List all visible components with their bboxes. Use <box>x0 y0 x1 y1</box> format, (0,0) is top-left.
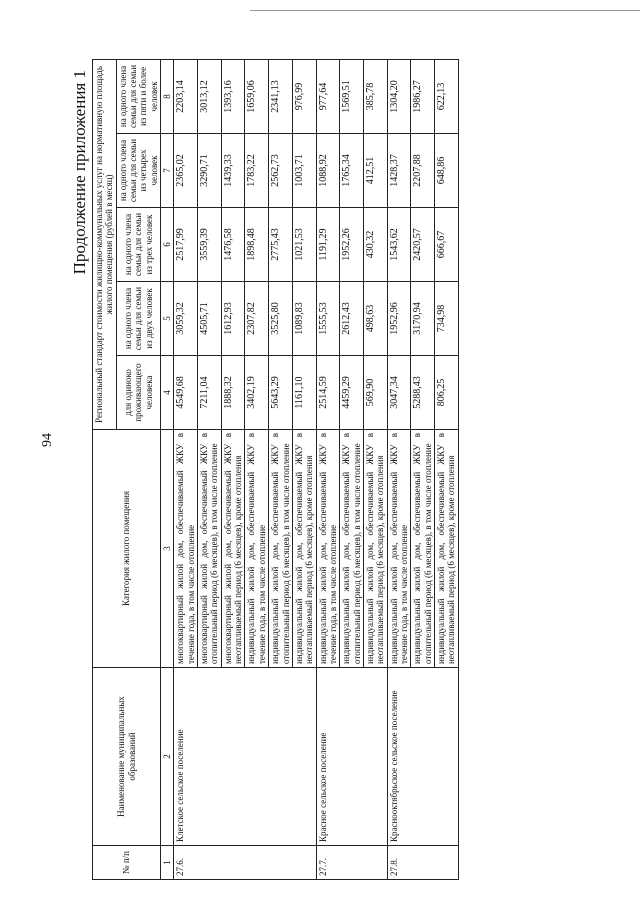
column-index: 7 <box>161 134 174 208</box>
cost-value: 648,86 <box>434 134 458 208</box>
header-sub-5: на одного члена семьи для семьи из пяти и более человек <box>116 59 160 133</box>
section-number: 27.6. <box>174 846 316 880</box>
table-row <box>387 59 411 879</box>
appendix-note: Продолжение приложения 1 <box>70 70 89 275</box>
table-row <box>316 59 340 879</box>
table-row <box>174 59 198 879</box>
cost-value: 1161,10 <box>292 356 316 430</box>
cost-value: 385,78 <box>363 59 387 133</box>
housing-category: индивидуальный жилой дом, обеспечиваемый ЖКУ в течение года, в том числе отопление <box>387 430 411 668</box>
housing-category: индивидуальный жилой дом, обеспечиваемый ЖКУ в неотапливаемый период (6 месяцев), кроме отопления <box>434 430 458 668</box>
cost-value: 498,63 <box>363 282 387 356</box>
cost-value: 2341,13 <box>269 59 293 133</box>
cost-value: 3559,39 <box>198 208 222 282</box>
cost-value: 569,90 <box>363 356 387 430</box>
cost-value: 3059,32 <box>174 282 198 356</box>
cost-value: 5288,43 <box>411 356 435 430</box>
cost-value: 1888,32 <box>221 356 245 430</box>
cost-value: 4549,68 <box>174 356 198 430</box>
cost-value: 2775,43 <box>269 208 293 282</box>
housing-category: индивидуальный жилой дом, обеспечиваемый ЖКУ в отопительный период (6 месяцев), в том числе отопление <box>411 430 435 668</box>
cost-value: 1088,92 <box>316 134 340 208</box>
cost-value: 1003,71 <box>292 134 316 208</box>
header-standard: Региональный стандарт стоимости жилищно-коммунальных услуг на нормативную площадь жилого помещения (рублей в месяц) <box>93 59 117 429</box>
cost-value: 976,99 <box>292 59 316 133</box>
cost-value: 1021,53 <box>292 208 316 282</box>
housing-category: индивидуальный жилой дом, обеспечиваемый ЖКУ в отопительный период (6 месяцев), в том числе отопление <box>340 430 364 668</box>
header-num: № п/п <box>93 846 161 880</box>
municipality-name: Краснооктябрьское сельское поселение <box>387 668 458 846</box>
cost-value: 1476,58 <box>221 208 245 282</box>
cost-value: 1428,37 <box>387 134 411 208</box>
page-number: 94 <box>40 433 55 447</box>
cost-value: 1569,51 <box>340 59 364 133</box>
cost-value: 2420,57 <box>411 208 435 282</box>
regional-standard-table <box>92 59 459 880</box>
cost-value: 1783,22 <box>245 134 269 208</box>
column-index-row <box>161 59 174 879</box>
cost-value: 1952,96 <box>387 282 411 356</box>
cost-value: 1191,29 <box>316 208 340 282</box>
column-index: 2 <box>161 668 174 846</box>
housing-category: индивидуальный жилой дом, обеспечиваемый ЖКУ в течение года, в том числе отопление <box>245 430 269 668</box>
header-sub-1: для одиноко проживающего человека <box>116 356 160 430</box>
cost-value: 3290,71 <box>198 134 222 208</box>
cost-value: 977,64 <box>316 59 340 133</box>
cost-value: 5643,29 <box>269 356 293 430</box>
cost-value: 4505,71 <box>198 282 222 356</box>
cost-value: 666,67 <box>434 208 458 282</box>
header-sub-3: на одного члена семьи для семьи из трех человек <box>116 208 160 282</box>
cost-value: 1089,83 <box>292 282 316 356</box>
cost-value: 3525,80 <box>269 282 293 356</box>
column-index: 6 <box>161 208 174 282</box>
cost-value: 2514,59 <box>316 356 340 430</box>
cost-value: 2612,43 <box>340 282 364 356</box>
cost-value: 2365,02 <box>174 134 198 208</box>
cost-value: 4459,29 <box>340 356 364 430</box>
header-municipality: Наименование муниципальных образований <box>93 668 161 846</box>
rotated-table-region <box>70 60 610 880</box>
housing-category: многоквартирный жилой дом, обеспечиваемый ЖКУ в отопительный период (6 месяцев), в том числе отопление <box>198 430 222 668</box>
housing-category: индивидуальный жилой дом, обеспечиваемый ЖКУ в течение года, в том числе отопление <box>316 430 340 668</box>
column-index: 8 <box>161 59 174 133</box>
cost-value: 1659,06 <box>245 59 269 133</box>
housing-category: индивидуальный жилой дом, обеспечиваемый ЖКУ в неотапливаемый период (6 месяцев), кроме отопления <box>292 430 316 668</box>
column-index: 3 <box>161 430 174 668</box>
header-sub-4: на одного члена семьи для семьи из четырех человек <box>116 134 160 208</box>
cost-value: 806,25 <box>434 356 458 430</box>
column-index: 5 <box>161 282 174 356</box>
cost-value: 1952,26 <box>340 208 364 282</box>
cost-value: 2517,99 <box>174 208 198 282</box>
cost-value: 3047,34 <box>387 356 411 430</box>
cost-value: 1439,33 <box>221 134 245 208</box>
cost-value: 430,32 <box>363 208 387 282</box>
cost-value: 3170,94 <box>411 282 435 356</box>
column-index: 4 <box>161 356 174 430</box>
housing-category: многоквартирный жилой дом, обеспечиваемый ЖКУ в неотапливаемый период (6 месяцев), кроме отопления <box>221 430 245 668</box>
section-number: 27.8. <box>387 846 458 880</box>
housing-category: многоквартирный жилой дом, обеспечиваемый ЖКУ в течение года, в том числе отопление <box>174 430 198 668</box>
housing-category: индивидуальный жилой дом, обеспечиваемый ЖКУ в отопительный период (6 месяцев), в том числе отопление <box>269 430 293 668</box>
housing-category: индивидуальный жилой дом, обеспечиваемый ЖКУ в неотапливаемый период (6 месяцев), кроме отопления <box>363 430 387 668</box>
cost-value: 3013,12 <box>198 59 222 133</box>
cost-value: 1765,34 <box>340 134 364 208</box>
column-index: 1 <box>161 846 174 880</box>
cost-value: 1393,16 <box>221 59 245 133</box>
header-sub-2: на одного члена семьи для семьи из двух человек <box>116 282 160 356</box>
municipality-name: Красное сельское поселение <box>316 668 387 846</box>
top-divider <box>250 10 640 11</box>
municipality-name: Клетское сельское поселение <box>174 668 316 846</box>
header-category: Категория жилого помещения <box>93 430 161 668</box>
cost-value: 1898,48 <box>245 208 269 282</box>
cost-value: 622,13 <box>434 59 458 133</box>
cost-value: 1986,27 <box>411 59 435 133</box>
cost-value: 1555,53 <box>316 282 340 356</box>
cost-value: 1612,93 <box>221 282 245 356</box>
cost-value: 3402,19 <box>245 356 269 430</box>
cost-value: 2207,88 <box>411 134 435 208</box>
cost-value: 412,51 <box>363 134 387 208</box>
cost-value: 2562,73 <box>269 134 293 208</box>
cost-value: 1543,62 <box>387 208 411 282</box>
cost-value: 1304,20 <box>387 59 411 133</box>
section-number: 27.7. <box>316 846 387 880</box>
cost-value: 2307,82 <box>245 282 269 356</box>
cost-value: 2203,14 <box>174 59 198 133</box>
cost-value: 734,98 <box>434 282 458 356</box>
table-body <box>174 59 458 879</box>
cost-value: 7211,04 <box>198 356 222 430</box>
